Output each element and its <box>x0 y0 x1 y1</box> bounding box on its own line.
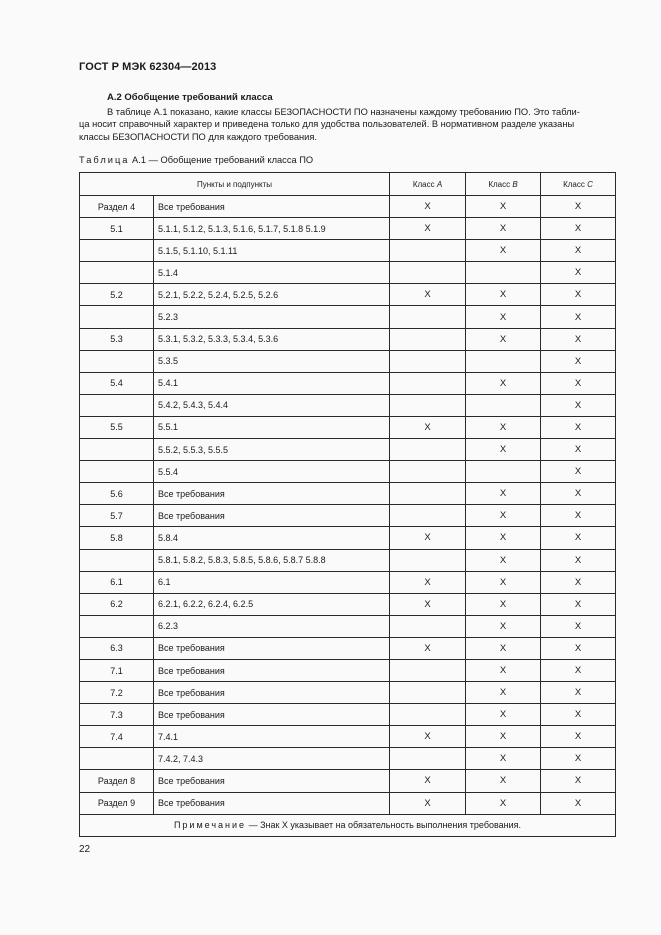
row-class-a <box>390 748 466 770</box>
class-word: Класс <box>412 179 435 189</box>
table-row <box>80 748 616 770</box>
row-items: 5.8.4 <box>154 527 390 549</box>
table-caption-text: А.1 — Обобщение требований класса ПО <box>132 155 314 165</box>
document-header: ГОСТ Р МЭК 62304—2013 <box>79 61 217 73</box>
row-class-b: X <box>466 505 541 527</box>
row-items: Все требования <box>154 792 390 814</box>
row-section <box>80 461 154 483</box>
row-class-b: X <box>466 637 541 659</box>
note-text: — Знак X указывает на обязательность выполнения требования. <box>248 820 522 831</box>
row-section <box>80 615 154 637</box>
row-section: Раздел 9 <box>80 792 154 814</box>
row-class-b <box>466 350 541 372</box>
row-section <box>80 262 154 284</box>
table-header-row <box>80 173 616 196</box>
row-class-c: X <box>541 571 616 593</box>
row-section: 5.6 <box>80 483 154 505</box>
row-class-b: X <box>466 549 541 571</box>
intro-line: классы БЕЗОПАСНОСТИ ПО для каждого требования. <box>79 131 317 142</box>
row-items: 5.1.5, 5.1.10, 5.1.11 <box>154 240 390 262</box>
row-class-c: X <box>541 461 616 483</box>
row-class-c: X <box>541 505 616 527</box>
table-row <box>80 306 616 328</box>
row-class-c: X <box>541 196 616 218</box>
row-items: Все требования <box>154 483 390 505</box>
row-class-b: X <box>466 196 541 218</box>
header-class-b <box>466 173 541 196</box>
row-section <box>80 748 154 770</box>
row-class-a <box>390 372 466 394</box>
row-class-a: X <box>390 792 466 814</box>
row-class-a: X <box>390 770 466 792</box>
row-section: 6.3 <box>80 637 154 659</box>
table-row <box>80 615 616 637</box>
table-row <box>80 549 616 571</box>
row-section: 5.8 <box>80 527 154 549</box>
row-items: 6.2.1, 6.2.2, 6.2.4, 6.2.5 <box>154 593 390 615</box>
row-section: 6.1 <box>80 571 154 593</box>
table-row <box>80 372 616 394</box>
row-items: 5.2.1, 5.2.2, 5.2.4, 5.2.5, 5.2.6 <box>154 284 390 306</box>
table-row <box>80 593 616 615</box>
row-section <box>80 306 154 328</box>
row-class-b: X <box>466 306 541 328</box>
row-section: 5.2 <box>80 284 154 306</box>
row-class-c: X <box>541 439 616 461</box>
row-section <box>80 394 154 416</box>
row-class-a <box>390 461 466 483</box>
row-class-b <box>466 262 541 284</box>
row-class-b: X <box>466 682 541 704</box>
row-class-a: X <box>390 593 466 615</box>
row-class-b: X <box>466 615 541 637</box>
row-class-a <box>390 483 466 505</box>
class-word: Класс <box>563 179 585 189</box>
row-section: 6.2 <box>80 593 154 615</box>
row-class-a <box>390 704 466 726</box>
row-class-a: X <box>390 571 466 593</box>
row-class-b: X <box>466 372 541 394</box>
row-class-c: X <box>541 726 616 748</box>
row-items: Все требования <box>154 770 390 792</box>
row-class-c: X <box>541 770 616 792</box>
table-row <box>80 704 616 726</box>
row-class-c: X <box>541 284 616 306</box>
row-class-a: X <box>390 284 466 306</box>
row-class-a: X <box>390 726 466 748</box>
table-row <box>80 726 616 748</box>
row-class-c: X <box>541 350 616 372</box>
row-section: Раздел 4 <box>80 196 154 218</box>
table-row <box>80 284 616 306</box>
row-class-b: X <box>466 748 541 770</box>
page-number: 22 <box>79 844 91 855</box>
row-section <box>80 549 154 571</box>
row-class-b: X <box>466 792 541 814</box>
row-items: 5.3.5 <box>154 350 390 372</box>
row-class-b: X <box>466 704 541 726</box>
row-class-c: X <box>541 306 616 328</box>
intro-line: В таблице А.1 показано, какие классы БЕЗОПАСНОСТИ ПО назначены каждому требованию ПО. Это табли- <box>107 107 580 117</box>
row-section: 5.7 <box>80 505 154 527</box>
row-class-a <box>390 306 466 328</box>
row-class-a <box>390 615 466 637</box>
row-class-c: X <box>541 704 616 726</box>
row-class-c: X <box>541 792 616 814</box>
row-section: 7.4 <box>80 726 154 748</box>
row-class-c: X <box>541 659 616 681</box>
class-letter: A <box>436 179 443 189</box>
row-class-b: X <box>466 571 541 593</box>
table-body <box>80 196 616 815</box>
row-class-a <box>390 439 466 461</box>
row-class-c: X <box>541 682 616 704</box>
row-class-b: X <box>466 659 541 681</box>
row-items: 5.2.3 <box>154 306 390 328</box>
row-class-c: X <box>541 262 616 284</box>
row-class-a <box>390 682 466 704</box>
row-section: 5.5 <box>80 416 154 438</box>
table-row <box>80 682 616 704</box>
row-class-c: X <box>541 483 616 505</box>
row-items: 5.5.2, 5.5.3, 5.5.5 <box>154 439 390 461</box>
table-row <box>80 394 616 416</box>
table-row <box>80 240 616 262</box>
table-row <box>80 770 616 792</box>
row-class-b: X <box>466 240 541 262</box>
row-class-a <box>390 328 466 350</box>
row-class-b <box>466 394 541 416</box>
row-class-a: X <box>390 527 466 549</box>
table-row <box>80 218 616 240</box>
row-section <box>80 240 154 262</box>
table-row <box>80 262 616 284</box>
row-class-b: X <box>466 483 541 505</box>
row-class-b: X <box>466 328 541 350</box>
row-class-a <box>390 240 466 262</box>
table-row <box>80 439 616 461</box>
table-note-row <box>80 814 616 836</box>
table-row <box>80 792 616 814</box>
row-class-b: X <box>466 726 541 748</box>
row-class-c: X <box>541 328 616 350</box>
table-note <box>80 814 616 836</box>
section-title: А.2 Обобщение требований класса <box>107 92 273 103</box>
row-class-b: X <box>466 218 541 240</box>
row-items: 5.3.1, 5.3.2, 5.3.3, 5.3.4, 5.3.6 <box>154 328 390 350</box>
row-items: Все требования <box>154 505 390 527</box>
requirements-table <box>79 172 616 837</box>
row-class-a <box>390 659 466 681</box>
row-section: 5.3 <box>80 328 154 350</box>
class-letter: B <box>512 179 518 189</box>
row-class-c: X <box>541 637 616 659</box>
row-class-a <box>390 350 466 372</box>
row-class-a: X <box>390 637 466 659</box>
row-class-c: X <box>541 240 616 262</box>
row-items: Все требования <box>154 704 390 726</box>
intro-paragraph <box>79 106 615 143</box>
row-section: 5.4 <box>80 372 154 394</box>
class-letter: C <box>587 179 593 189</box>
table-caption <box>79 155 313 165</box>
table-row <box>80 416 616 438</box>
table-row <box>80 659 616 681</box>
table-caption-label: Таблица <box>79 155 130 165</box>
table-row <box>80 637 616 659</box>
row-section: 7.2 <box>80 682 154 704</box>
row-class-c: X <box>541 372 616 394</box>
row-class-c: X <box>541 527 616 549</box>
header-class-a <box>390 173 466 196</box>
row-section: 7.3 <box>80 704 154 726</box>
row-class-c: X <box>541 218 616 240</box>
row-items: Все требования <box>154 637 390 659</box>
note-label: Примечание <box>173 820 247 831</box>
row-section: 7.1 <box>80 659 154 681</box>
intro-line: ца носит справочный характер и приведена только для удобства пользователей. В нормативном разделе указаны <box>79 119 575 130</box>
row-items: 5.1.4 <box>154 262 390 284</box>
table-row <box>80 505 616 527</box>
row-class-b: X <box>466 770 541 792</box>
row-class-b: X <box>466 593 541 615</box>
row-class-c: X <box>541 615 616 637</box>
row-class-a: X <box>390 218 466 240</box>
table-row <box>80 527 616 549</box>
row-class-a <box>390 549 466 571</box>
row-section <box>80 439 154 461</box>
table-row <box>80 461 616 483</box>
row-items: 7.4.2, 7.4.3 <box>154 748 390 770</box>
row-class-a <box>390 394 466 416</box>
row-items: 5.8.1, 5.8.2, 5.8.3, 5.8.5, 5.8.6, 5.8.7 5.8.8 <box>154 549 390 571</box>
row-class-b <box>466 461 541 483</box>
row-section <box>80 350 154 372</box>
row-items: Все требования <box>154 682 390 704</box>
row-class-b: X <box>466 439 541 461</box>
row-class-c: X <box>541 593 616 615</box>
row-items: 5.1.1, 5.1.2, 5.1.3, 5.1.6, 5.1.7, 5.1.8 5.1.9 <box>154 218 390 240</box>
table-row <box>80 571 616 593</box>
table-row <box>80 196 616 218</box>
row-class-c: X <box>541 748 616 770</box>
row-class-a: X <box>390 416 466 438</box>
row-items: 5.4.2, 5.4.3, 5.4.4 <box>154 394 390 416</box>
row-section: Раздел 8 <box>80 770 154 792</box>
row-items: 6.1 <box>154 571 390 593</box>
table-row <box>80 328 616 350</box>
table-row <box>80 350 616 372</box>
header-items: Пункты и подпункты <box>80 173 390 196</box>
row-class-c: X <box>541 549 616 571</box>
row-items: 6.2.3 <box>154 615 390 637</box>
row-items: 5.5.1 <box>154 416 390 438</box>
row-items: Все требования <box>154 659 390 681</box>
row-items: 5.5.4 <box>154 461 390 483</box>
row-class-b: X <box>466 416 541 438</box>
header-class-c <box>541 173 616 196</box>
row-class-a <box>390 262 466 284</box>
row-class-c: X <box>541 416 616 438</box>
table-row <box>80 483 616 505</box>
row-items: 7.4.1 <box>154 726 390 748</box>
row-class-c: X <box>541 394 616 416</box>
row-items: 5.4.1 <box>154 372 390 394</box>
row-items: Все требования <box>154 196 390 218</box>
row-class-a: X <box>390 196 466 218</box>
class-word: Класс <box>488 179 511 189</box>
row-section: 5.1 <box>80 218 154 240</box>
row-class-a <box>390 505 466 527</box>
row-class-b: X <box>466 284 541 306</box>
row-class-b: X <box>466 527 541 549</box>
